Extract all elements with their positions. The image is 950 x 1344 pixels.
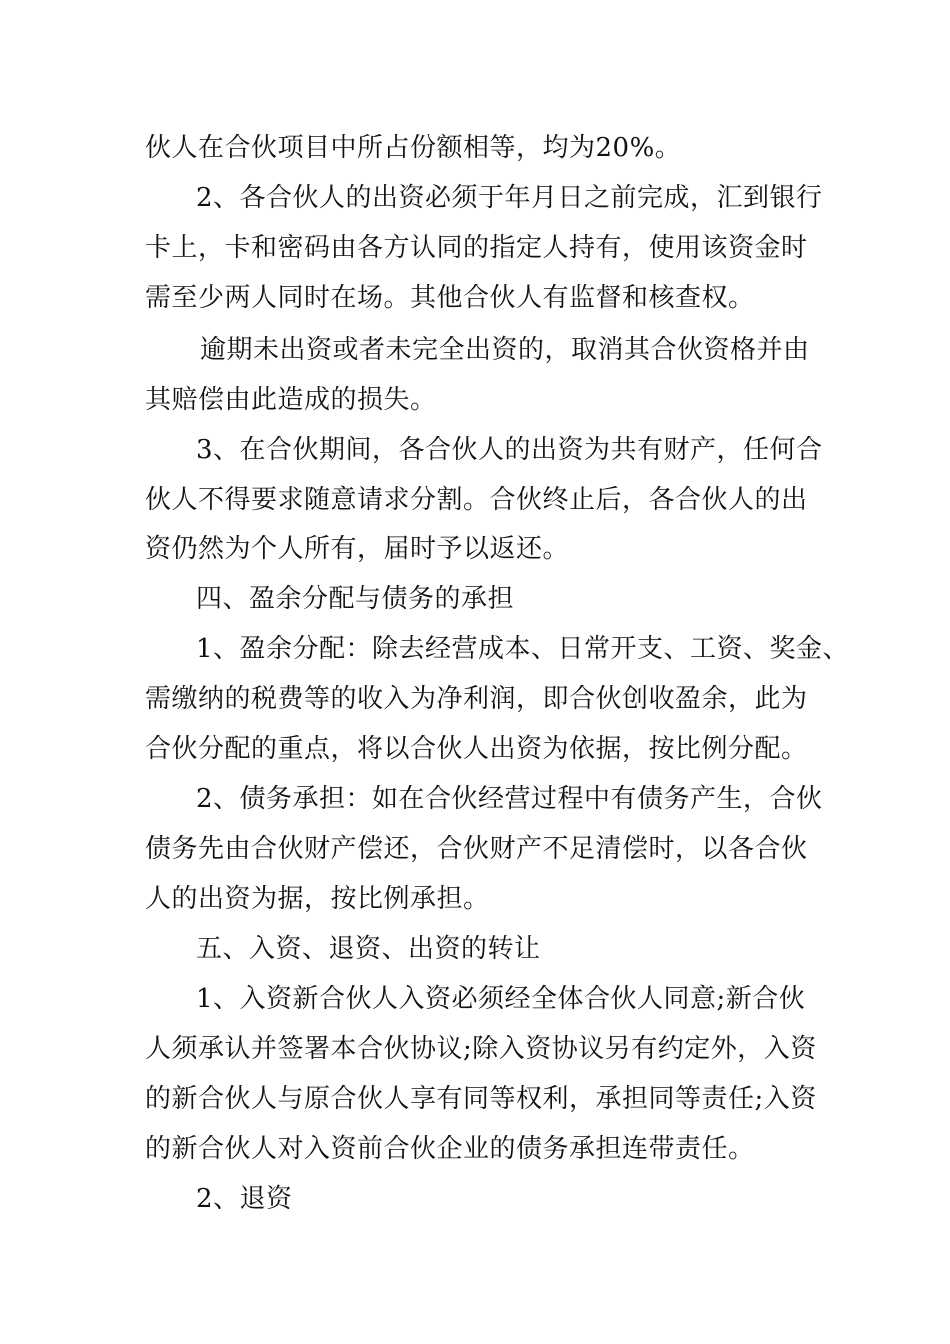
text-line-3: 卡上，卡和密码由各方认同的指定人持有，使用该资金时 [145,233,808,263]
text-line-13: 合伙分配的重点，将以合伙人出资为依据，按比例分配。 [145,734,808,764]
text-line-4: 需至少两人同时在场。其他合伙人有监督和核查权。 [145,283,755,313]
text-line-9: 资仍然为个人所有，届时予以返还。 [145,534,570,564]
text-line-7: 3、在合伙期间，各合伙人的出资为共有财产，任何合 [196,435,823,465]
text-line-6: 其赔偿由此造成的损失。 [145,385,437,415]
text-line-16: 人的出资为据，按比例承担。 [145,884,490,914]
text-line-15: 债务先由合伙财产偿还，合伙财产不足清偿时，以各合伙 [145,834,808,864]
text-line-14: 2、债务承担：如在合伙经营过程中有债务产生，合伙 [196,784,823,814]
text-line-5: 逾期未出资或者未完全出资的，取消其合伙资格并由 [200,335,810,365]
text-line-1: 伙人在合伙项目中所占份额相等，均为20%。 [145,133,682,163]
section-heading-5: 五、入资、退资、出资的转让 [196,934,541,964]
text-line-20: 的新合伙人与原合伙人享有同等权利，承担同等责任;入资 [145,1084,817,1114]
text-line-21: 的新合伙人对入资前合伙企业的债务承担连带责任。 [145,1134,755,1164]
text-line-18: 1、入资新合伙人入资必须经全体合伙人同意;新合伙 [196,984,806,1014]
text-line-2: 2、各合伙人的出资必须于年月日之前完成，汇到银行 [196,183,823,213]
text-line-8: 伙人不得要求随意请求分割。合伙终止后，各合伙人的出 [145,485,808,515]
section-heading-4: 四、盈余分配与债务的承担 [196,584,515,614]
text-line-12: 需缴纳的税费等的收入为净利润，即合伙创收盈余，此为 [145,684,808,714]
text-line-22: 2、退资 [196,1184,293,1214]
text-line-11: 1、盈余分配：除去经营成本、日常开支、工资、奖金、 [196,634,850,664]
text-line-19: 人须承认并签署本合伙协议;除入资协议另有约定外，入资 [145,1034,817,1064]
